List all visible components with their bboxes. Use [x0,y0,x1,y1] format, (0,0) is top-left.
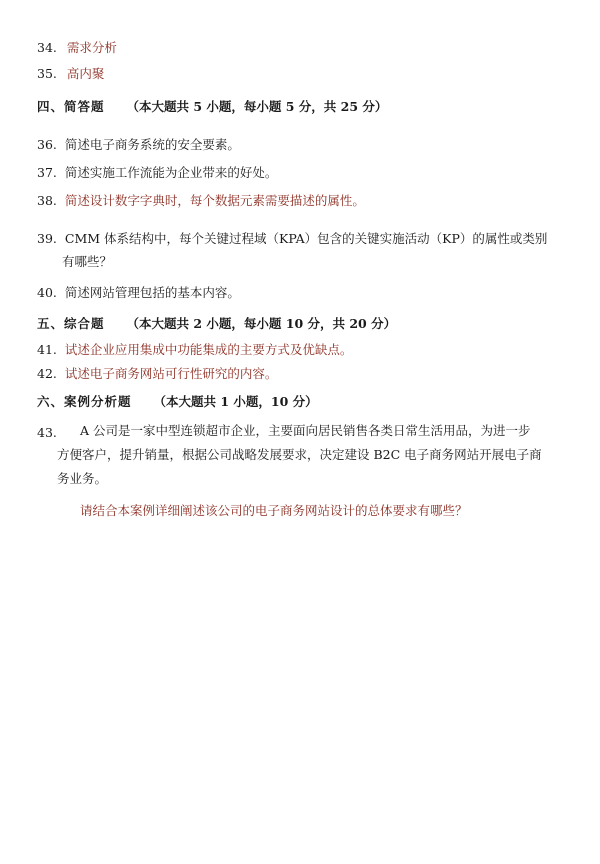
section-5-header [37,314,396,332]
section-4-header [37,97,387,115]
question-text-line1: CMM 体系结构中，每个关键过程域（KPA）包含的关键实施活动（KP）的属性或类别 [64,231,548,246]
question-38 [37,191,365,209]
case-text-line2 [57,443,542,467]
question-text: 简述电子商务系统的安全要素。 [64,137,240,152]
question-text: 需求分析 [66,40,117,55]
case-text-line1 [80,419,531,443]
question-34 [37,38,117,56]
section-title: 四、简答题 [37,99,105,114]
question-number: 41. [37,342,57,357]
section-6-header [37,392,318,410]
case-question-text: 请结合本案例详细阐述该公司的电子商务网站设计的总体要求有哪些？ [80,503,468,518]
question-number: 35. [37,66,57,81]
case-text: A 公司是一家中型连锁超市企业，主要面向居民销售各类日常生活用品，为进一步 [80,423,531,438]
section-info: （本大题共 5 小题，每小题 5 分，共 25 分） [126,99,388,114]
question-text: 简述网站管理包括的基本内容。 [64,285,240,300]
question-text: 试述电子商务网站可行性研究的内容。 [64,366,278,381]
question-number: 42. [37,366,57,381]
section-info: （本大题共 1 小题，10 分） [153,394,318,409]
question-39 [37,229,547,247]
question-number: 43. [37,425,57,440]
question-text: 简述实施工作流能为企业带来的好处。 [64,165,278,180]
question-number: 36. [37,137,57,152]
question-36 [37,135,240,153]
question-number: 40. [37,285,57,300]
question-text: 高内聚 [66,66,105,81]
question-number: 38. [37,193,57,208]
question-number: 37. [37,165,57,180]
case-text: 方便客户，提升销量，根据公司战略发展要求，决定建设 B2C 电子商务网站开展电子商 [57,447,542,462]
question-43-number [37,425,57,440]
question-41 [37,340,352,358]
question-37 [37,163,277,181]
question-text: 试述企业应用集成中功能集成的主要方式及优缺点。 [64,342,353,357]
question-39-continued [62,252,112,270]
question-number: 34. [37,40,57,55]
case-text-line3 [57,467,107,491]
case-text: 务业务。 [57,471,108,486]
question-35 [37,64,104,82]
question-40 [37,283,240,301]
case-question [80,501,468,519]
question-text: 简述设计数字字典时，每个数据元素需要描述的属性。 [64,193,365,208]
section-title: 五、综合题 [37,316,105,331]
section-title: 六、案例分析题 [37,394,132,409]
question-42 [37,364,277,382]
question-text-line2: 有哪些？ [62,254,113,269]
question-number: 39. [37,231,57,246]
section-info: （本大题共 2 小题，每小题 10 分，共 20 分） [126,316,397,331]
